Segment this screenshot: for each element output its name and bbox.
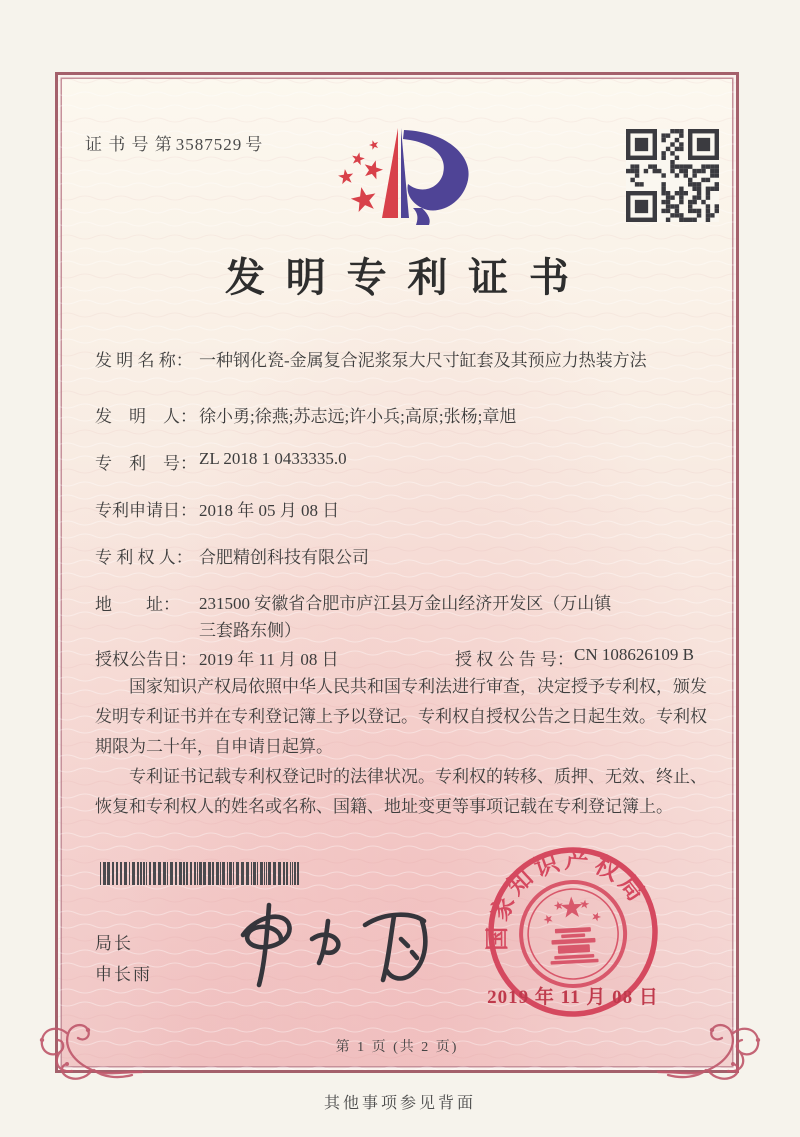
handwritten-signature-icon: [215, 895, 445, 995]
field-value: 2018 年 05 月 08 日: [199, 501, 340, 520]
field-label: 授权公告日：: [95, 650, 197, 669]
field-address: [95, 590, 699, 644]
corner-flourish-icon: [34, 1020, 146, 1084]
field-value: 徐小勇;徐燕;苏志远;许小兵;高原;张杨;章旭: [199, 407, 517, 426]
field-label: 专 利 号：: [95, 454, 197, 473]
address-line-2: 三套路东侧）: [199, 621, 301, 640]
seal-text: 国家知识产权局: [485, 847, 652, 951]
officer-title: 局长: [95, 934, 133, 953]
footer-note: 其他事项参见背面: [323, 1095, 476, 1112]
page-number: 第 1 页 (共 2 页): [335, 1040, 459, 1055]
certificate-number-suffix: 号: [245, 135, 264, 154]
legal-paragraph-2: 专利证书记载专利权登记时的法律状况。专利权的转移、质押、无效、终止、恢复和专利权人的姓名或名称、国籍、地址变更等事项记载在专利登记簿上。: [95, 767, 707, 816]
legal-paragraph-1: 国家知识产权局依照中华人民共和国专利法进行审查，决定授予专利权，颁发发明专利证书并在专利登记簿上予以登记。专利权自授权公告之日起生效。专利权期限为二十年，自申请日起算。: [95, 677, 707, 756]
seal-date: 2019 年 11 月 08 日: [487, 987, 659, 1008]
field-grant-date: [95, 645, 339, 670]
certificate-border: [55, 72, 739, 1073]
corner-flourish-icon: [654, 1020, 766, 1084]
certificate-number-prefix: 证 书 号 第: [85, 135, 173, 154]
field-value: CN 108626109 B: [574, 645, 694, 664]
certificate-title: 发明专利证书: [224, 255, 590, 300]
qr-code-icon: [626, 129, 719, 222]
legal-text: [95, 672, 707, 822]
field-patent-number: [95, 449, 347, 474]
certificate-number: [85, 130, 263, 155]
field-filing-date: [95, 496, 339, 521]
cnipa-logo-icon: [330, 115, 480, 227]
field-label: 发 明 人：: [95, 407, 197, 426]
field-label: 地 址：: [95, 595, 180, 614]
field-label: 专利申请日：: [95, 501, 197, 520]
field-value: 一种钢化瓷-金属复合泥浆泵大尺寸缸套及其预应力热装方法: [199, 351, 647, 370]
field-label: 授 权 公 告 号：: [455, 650, 574, 669]
field-label: 发 明 名 称：: [95, 351, 193, 370]
certificate-number-value: 3587529: [175, 135, 243, 154]
certificate-content: [58, 75, 736, 1070]
field-label: 专 利 权 人：: [95, 548, 193, 567]
field-patentee: [95, 543, 369, 568]
field-value: ZL 2018 1 0433335.0: [199, 449, 347, 468]
field-value: [199, 590, 699, 644]
officer-block: [95, 928, 152, 990]
officer-name: 申长雨: [95, 965, 152, 984]
field-value: 合肥精创科技有限公司: [199, 548, 369, 567]
field-grant-number: [455, 645, 694, 670]
address-line-1: 231500 安徽省合肥市庐江县万金山经济开发区（万山镇: [199, 594, 612, 613]
field-inventors: [95, 402, 516, 427]
field-value: 2019 年 11 月 08 日: [199, 650, 339, 669]
barcode-icon: [100, 862, 312, 885]
field-invention-name: [95, 346, 647, 371]
